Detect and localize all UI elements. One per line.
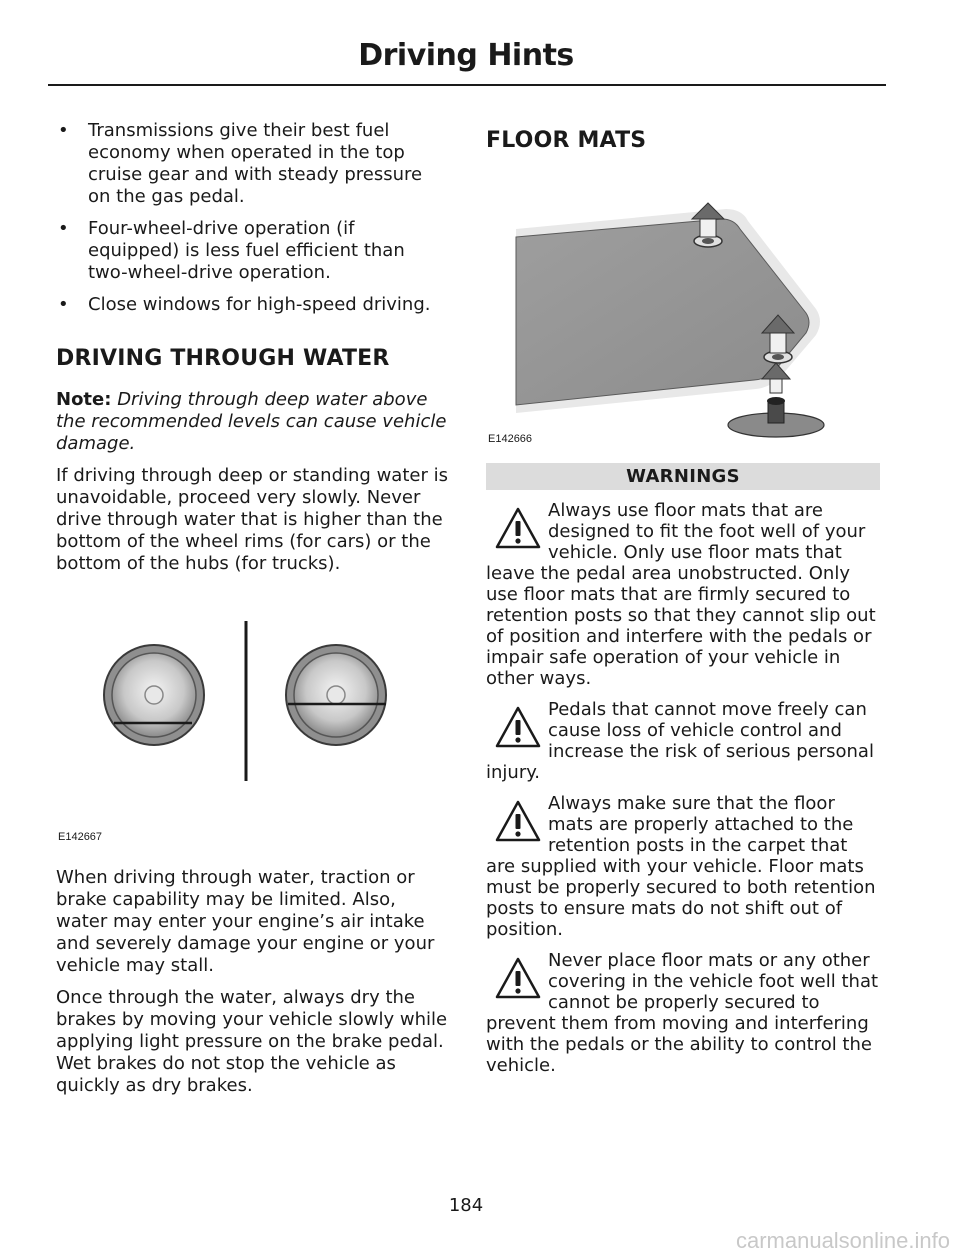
warning-item: Never place floor mats or any other covering in the vehicle foot well that cannot be properly secured to prevent them from moving and interfering with the pedals or the ability to control the vehicle. (486, 950, 879, 1076)
paragraph-standing-water: If driving through deep or standing water is unavoidable, proceed very slowly. Never drive through water that is higher than the bottom of the wheel rims (for cars) or the bottom of the hubs (for trucks). (56, 465, 448, 574)
warnings-box (486, 463, 880, 1076)
note-label: Note: (56, 389, 112, 410)
bullet-dot: • (58, 218, 69, 239)
wheel-water-illustration (56, 593, 448, 839)
section-title-driving-through-water: DRIVING THROUGH WATER (56, 346, 390, 371)
warning-triangle-icon (494, 705, 542, 749)
list-item: • Close windows for high-speed driving. (58, 294, 431, 315)
page-number: 184 (448, 1195, 484, 1216)
page-header (0, 38, 932, 73)
figure-code: E142667 (58, 831, 103, 843)
warnings-header: WARNINGS (486, 463, 880, 490)
warning-item: Always use floor mats that are designed to fit the foot well of your vehicle. Only use floor mats that leave the pedal area unobstructed. Only use floor mats that are firmly secured to retention posts so that they cannot slip out of position and interfere with the pedals or impair safe operation of your vehicle in other ways. (486, 500, 876, 689)
page-title: Driving Hints (358, 38, 574, 73)
warning-triangle-icon (494, 956, 542, 1000)
right-column (486, 120, 880, 1076)
warning-item: Always make sure that the floor mats are properly attached to the retention posts in the carpet that are supplied with your vehicle. Floor mats must be properly secured to both retention posts to ensure mats do not shift out of position. (486, 793, 876, 940)
bullet-dot: • (58, 120, 69, 141)
section-title-floor-mats: FLOOR MATS (486, 128, 647, 153)
bullet-dot: • (58, 294, 69, 315)
list-item: • Transmissions give their best fuel economy when operated in the top cruise gear and with steady pressure on the gas pedal. (58, 120, 423, 207)
paragraph-traction: When driving through water, traction or brake capability may be limited. Also, water may enter your engine’s air intake and severely damage your engine or your vehicle may stall. (56, 867, 435, 976)
warning-triangle-icon (494, 799, 542, 843)
floor-mat-illustration (486, 169, 880, 439)
floor-mat-figure (486, 169, 880, 451)
figure-code: E142666 (488, 433, 533, 445)
paragraph-dry-brakes: Once through the water, always dry the brakes by moving your vehicle slowly while applying light pressure on the brake pedal. Wet brakes do not stop the vehicle as quickly as dry brakes. (56, 987, 448, 1096)
left-column (56, 120, 448, 1107)
wheel-water-figure (56, 593, 448, 855)
list-item: • Four-wheel-drive operation (if equipped) is less fuel efficient than two-wheel-drive operation. (58, 218, 405, 283)
warning-item: Pedals that cannot move freely can cause loss of vehicle control and increase the risk of serious personal injury. (486, 699, 874, 783)
watermark: carmanualsonline.info (735, 1228, 950, 1253)
note-text: Driving through deep water above the recommended levels can cause vehicle damage. (56, 389, 447, 454)
note-paragraph (56, 389, 448, 455)
header-rule (48, 84, 886, 86)
bullet-list (56, 120, 448, 316)
warning-triangle-icon (494, 506, 542, 550)
